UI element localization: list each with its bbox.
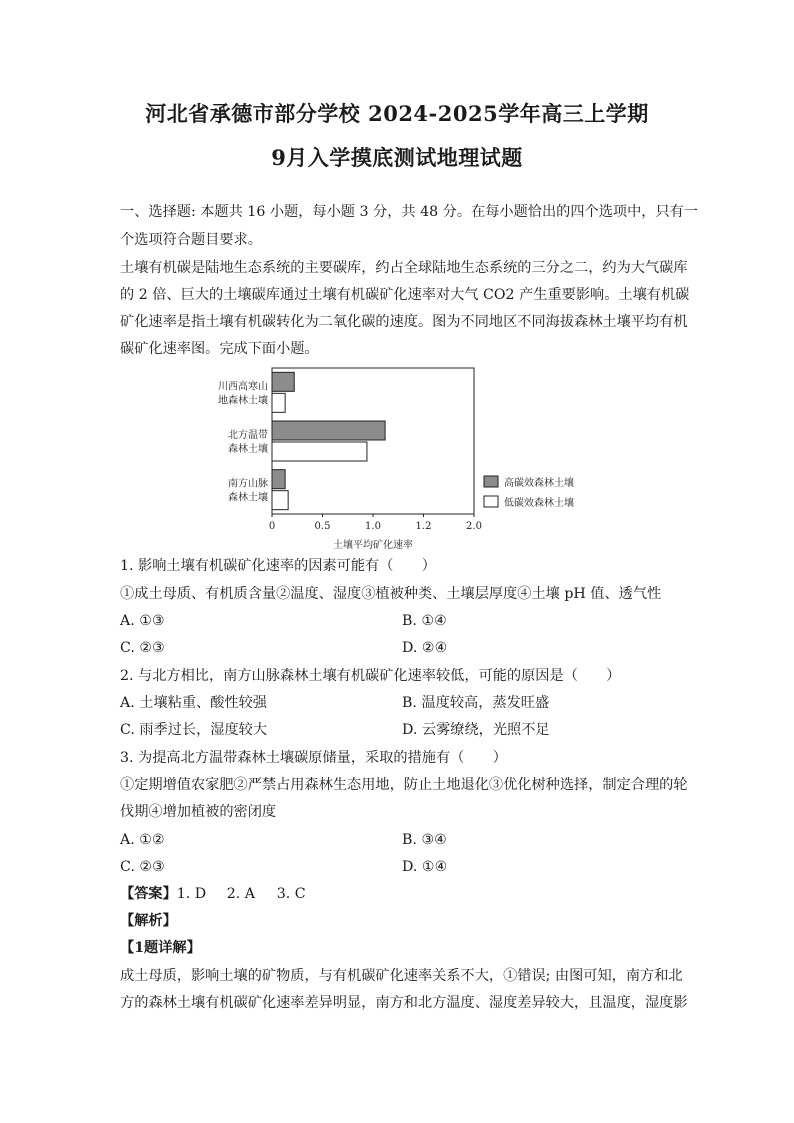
answer-1: 1. D: [176, 886, 207, 902]
q1-option-d: D. ②④: [402, 640, 448, 656]
q2-option-b: B. 温度较高，蒸发旺盛: [402, 695, 550, 711]
x-tick-label: 1.2: [415, 521, 432, 532]
q2-option-c: C. 雨季过长，湿度较大: [120, 722, 268, 738]
bar: [272, 393, 285, 412]
bar: [272, 491, 288, 510]
answer-2: 2. A: [226, 886, 256, 902]
category-label: 南方山脉: [228, 478, 268, 490]
category-label: 川西高寒山: [218, 381, 268, 393]
question-3-stem: 3. 为提高北方温带森林土壤碳原储量，采取的措施有（ ）: [120, 750, 507, 766]
section-instruction: 一、选择题: 本题共 16 小题，每小题 3 分，共 48 分。在每小题恰出的四个选项中，只有一: [120, 204, 699, 220]
x-tick-label: 0: [268, 521, 276, 532]
detail-heading: 【1题详解】: [120, 940, 201, 956]
analysis-heading: 【解析】: [120, 913, 177, 929]
x-tick-label: 0.5: [314, 521, 331, 532]
legend-label: 高碳效森林土壤: [504, 478, 574, 489]
x-axis-label: 土壤平均矿化速率: [333, 540, 413, 550]
exam-title-line2: 9月入学摸底测试地理试题: [271, 145, 523, 170]
question-1-items: ①成土母质、有机质含量②温度、湿度③植被种类、土壤层厚度④土壤 pH 值、透气性: [120, 586, 662, 602]
detail-line: 成土母质，影响土壤的矿物质，与有机碳矿化速率关系不大，①错误; 由图可知，南方和北: [120, 968, 683, 984]
answer-line: [120, 884, 306, 904]
plot-frame: [272, 368, 474, 514]
passage-line: 矿化速率是指土壤有机碳转化为二氧化碳的速度。图为不同地区不同海拔森林土壤平均有机: [120, 314, 688, 330]
category-label: 森林土壤: [228, 444, 268, 455]
legend-swatch: [484, 476, 498, 487]
q3-option-d: D. ①④: [402, 859, 448, 875]
question-3-items: ①定期增值农家肥②严禁占用森林生态用地，防止土地退化③优化树种选择，制定合理的轮: [120, 777, 688, 793]
detail-line: 方的森林土壤有机碳矿化速率差异明显，南方和北方温度、湿度差异较大，且温度，湿度影: [120, 995, 688, 1011]
category-label: 森林土壤: [228, 492, 268, 504]
bar: [272, 421, 385, 440]
answer-label: 【答案】: [120, 886, 177, 902]
question-3-items-cont: 伐期④增加植被的密闭度: [120, 804, 277, 820]
category-label: 地森林土壤: [218, 395, 268, 407]
section-instruction-cont: 个选项符合题目要求。: [120, 232, 262, 248]
passage-line: 的 2 倍、巨大的土壤碳库通过土壤有机碳矿化速率对大气 CO2 产生重要影响。土壤有机碳: [120, 287, 690, 303]
q1-option-a: A. ①③: [120, 613, 165, 629]
exam-title-line1: 河北省承德市部分学校 2024-2025学年高三上学期: [145, 101, 649, 126]
passage-line: 土壤有机碳是陆地生态系统的主要碳库，约占全球陆地生态系统的三分之二，约为大气碳库: [120, 260, 688, 276]
category-label: 北方温带: [228, 430, 268, 441]
bar: [272, 470, 285, 489]
question-2-stem: 2. 与北方相比，南方山脉森林土壤有机碳矿化速率较低，可能的原因是（ ）: [120, 668, 621, 684]
mineralization-rate-chart: [200, 360, 620, 550]
q3-option-b: B. ③④: [402, 832, 447, 848]
q2-option-a: A. 土壤粘重、酸性较强: [120, 695, 267, 711]
x-tick-label: 2.0: [466, 521, 482, 532]
legend-swatch: [484, 496, 498, 507]
answer-3: 3. C: [276, 886, 306, 902]
question-1-stem: 1. 影响土壤有机碳矿化速率的因素可能有（ ）: [120, 558, 436, 574]
q3-option-c: C. ②③: [120, 859, 165, 875]
bar: [272, 372, 294, 391]
legend-label: 低碳效森林土壤: [504, 498, 574, 509]
q3-option-a: A. ①②: [120, 832, 165, 848]
x-tick-label: 1.0: [365, 521, 381, 532]
q1-option-b: B. ①④: [402, 613, 447, 629]
q1-option-c: C. ②③: [120, 640, 165, 656]
bar: [272, 442, 367, 461]
q2-option-d: D. 云雾缭绕，光照不足: [402, 722, 550, 738]
passage-line: 碳矿化速率图。完成下面小题。: [120, 341, 319, 357]
